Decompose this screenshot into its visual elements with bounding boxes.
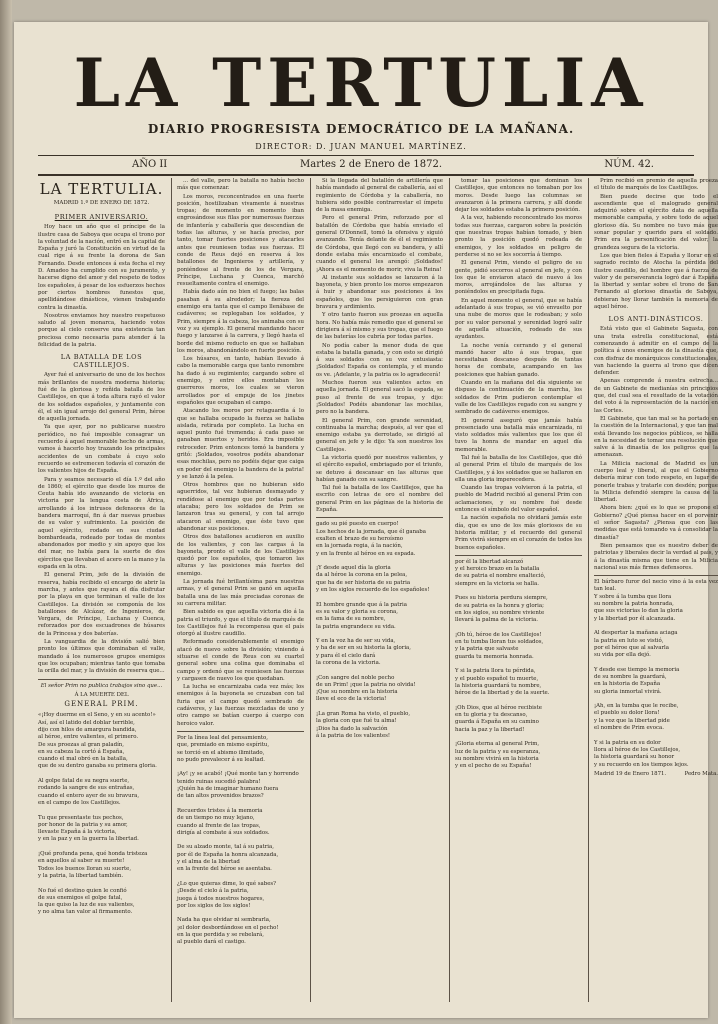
verse-line: Recuerdos tristes á la memoria <box>177 807 263 814</box>
paragraph: Bien pensamos que es nuestro deber de patriotas y liberales decir la verdad al país, y á la dinastía misma que tiene en la Milicia nacional sus más firmes defensores. <box>594 542 718 571</box>
poem <box>316 521 443 740</box>
verse-line: cuando el mal obró en la batalla, <box>38 756 128 763</box>
verse-line: la patria engrandece su vida. <box>316 623 396 630</box>
poem <box>177 735 304 947</box>
verse-line: de sus enemigos el golpe fatal, <box>38 894 123 901</box>
verse-line <box>316 631 443 638</box>
verse-line: juega á todos nuestros hogares, <box>177 895 265 902</box>
verse-line: Y sobre á la tumba que llora <box>594 593 672 600</box>
verse-line: el pueblo su dolor llora! <box>594 710 660 717</box>
paragraph: El general aseguró que jamás había presenciado una batalla más encarnizada, ni visto soldados más valientes que los que él tuvo la honra de mandar en aquel día memorable. <box>455 417 582 453</box>
verse-line: y no alma tan valor al firmamento. <box>38 909 133 916</box>
verse-line: por el héroe que al salvarla <box>594 644 669 651</box>
verse-line: llora al héroe de los Castillejos, <box>594 746 681 753</box>
verse-line: el nombre de Prim evoca. <box>594 725 664 732</box>
verse-line: dijo con hilos de amargura bandida, <box>38 727 137 733</box>
paragraph: Al instante sus soldados se lanzaron á la bayoneta, y bien pronto los moros empezaron á huir y abandonar sus posiciones á los españoles, que los persiguieron con gran bravura y ardimiento. <box>316 274 443 311</box>
paragraph: Los húsares, en tanto, habían llevado á cabo la memorable carga que tanto renombre ha dado á su regimiento; cargando sobre el enemigo, y entre ellos montaban los guerreros moros, los cuales se vieron arrollados por el empuje de los jinetes españoles que ocupaban el campo. <box>177 356 304 406</box>
verse-line: héroe de la libertad y de la suerte. <box>455 690 550 697</box>
paragraph: Ya que ayer, por no publicarse nuestro periódico, no fué imposible consagrar un recuerdo á aquel memorable hecho de armas, vamos á hacerlo hoy trazando los principales accidentes de un combate á cuyo solo recuerdo se estremecen todavía el corazón de los valientes hijos de España. <box>38 424 165 475</box>
verse-line: ¡el dolor desbordándose en el pecho! <box>177 924 279 931</box>
verse-line: Nada ha que olvidar ni sembrarla, <box>177 917 271 924</box>
signature <box>594 771 718 778</box>
article-title: PRIMER ANIVERSARIO. <box>54 213 149 222</box>
verse-line: cuando el entero ayer de su bravura, <box>38 792 140 799</box>
verse-line: ¡Gloria eterna al general Prim, <box>455 741 540 748</box>
paragraph: La Milicia nacional de Madrid es un cuerpo leal y liberal, al que el Gobierno debería mirar con todo respeto, en lugar de ponerle trabas y tratarle con desdén; porque la Milicia defendió siempre la causa de la libertad. <box>594 460 718 504</box>
issue-date: Martes 2 de Enero de 1872. <box>300 159 443 170</box>
paragraph: La noche venía cerrando y el general mandó hacer alto á sus tropas, que necesitaban descanso después de tantas horas de combate, acampando en las posiciones que habían ganado. <box>455 342 582 378</box>
verse-line <box>177 910 304 917</box>
verse-line: la que quiso la luz de sus valientes, <box>38 902 135 909</box>
column-2 <box>177 178 304 1002</box>
column-rule <box>449 178 450 1002</box>
verse-line: ¡Oh Dios, que al héroe recibiste <box>455 704 542 711</box>
verse-line <box>316 594 443 601</box>
paragraph: No podía caber la menor duda de que estaba la batalla ganada, y con esto se dirigió á sus soldados con su voz entusiasta: ¡Soldados! España os contempla, y el mundo os ve. ¡Adelante, y la patria os lo agradecerá! <box>316 342 443 378</box>
verse-line <box>594 732 718 739</box>
verse-line: Y si la patria en su dolor <box>594 739 661 746</box>
paragraph: ... del valle, pero la batalla no había hecho más que comenzar. <box>177 178 304 192</box>
paragraph: tomar las posiciones que dominan los Castillejos, que entonces no tomaban por los moros. Desde luego las columnas se avanzaron á la primera carrera, y allí donde dejar los soldados estaba la primera posición. <box>455 178 582 214</box>
verse-line: la corona de la victoria. <box>316 660 381 666</box>
verse-line: en la frente del héroe se asentaba. <box>177 866 272 873</box>
verse-line: y ha de ser en su historia la gloria, <box>316 645 411 652</box>
verse-line: dirigía al combate á sus soldados. <box>177 829 270 836</box>
verse-line: guarda á España en su camino <box>455 719 539 726</box>
article-title: LOS ANTI-DINÁSTICOS. <box>608 315 704 324</box>
verse-line: Y en la voz ha de ser su vida, <box>316 638 396 645</box>
paragraph: La vanguardia de la división salió bien pronto los últimos que dominaban el valle, mandado á los numerosos grupos enemigos que los ocupaban; mientras tanto que tomaba la orilla del mar, y la división de reserva que... <box>38 639 165 675</box>
verse-line: de un tiempo no muy lejano, <box>177 815 255 822</box>
info-bar <box>38 156 694 173</box>
verse-line <box>455 588 582 595</box>
verse-line: que sus victorias lo dan la gloria <box>594 608 683 615</box>
poem-title: GENERAL PRIM. <box>64 700 139 709</box>
verse-line: por honor de la patria y su amor, <box>38 821 128 828</box>
verse-line: de tan altos provenidos brazos? <box>177 793 264 800</box>
column-rule <box>171 178 172 1002</box>
verse-line <box>177 874 304 881</box>
verse-line: y en el pecho de su España! <box>455 763 532 770</box>
verse-line: y la libertad por él alcanzada. <box>594 615 676 622</box>
paragraph: Hoy hace un año que el príncipe de la ilustre casa de Saboya que ocupa el trono por la voluntad de la nación, entró en la capital de España y juró la Constitución en virtud de la cual rige á su frente la dorona de San Fernando. Desde entonces á esta fecha el rey D. Amadeo ha cumplido con su juramento, y hacerse digno del amor y del respeto de todos los españoles, á pesar de los esfuerzos hechos por ciertos hombres funestos que, apellidándose dinásticos, vienen trabajando contra la dinastía. <box>38 224 165 311</box>
verse-line: y la patria, la libertad también. <box>38 872 124 879</box>
verse-line: la historia guardará tu nombre, <box>455 682 542 689</box>
verse-line: y en los siglos recuerdo de los españoles! <box>316 587 430 594</box>
verse-line: ¡Dios ha dado la salvación <box>316 725 388 732</box>
verse-line <box>455 734 582 741</box>
section-heading: LA TERTULIA. <box>39 180 164 198</box>
masthead-subtitle: DIARIO PROGRESISTA DEMOCRÁTICO DE LA MAÑANA. <box>147 122 575 136</box>
verse-line: exalten el brazo de su heroísmo <box>316 535 404 542</box>
verse-line: y el alma de la libertad <box>177 859 240 866</box>
divider <box>38 174 694 176</box>
verse-line: en la historia de España <box>594 681 661 688</box>
verse-line: en la que perdida y se rebelará, <box>177 931 264 938</box>
paragraph: Pero el general Prim, reforzado por el batallón de Córdoba que había enviado el general O'Donnell, tomó la ofensiva y siguió avanzando. Tenía delante de él el regimiento de Córdoba, que llegó con su bandera, y allí donde estaba más encarnizado el combate, cuando el general les arengó: ¡Soldados! ¡Ahora es el momento de morir, viva la Reina! <box>316 215 443 273</box>
masthead-director: DIRECTOR: D. JUAN MANUEL MARTÍNEZ. <box>255 142 467 151</box>
paragraph: Bien puede decirse que todo el ascendiente que el malogrado general adquirió sobre el ejército data de aquella memorable campaña, y sobre todo de aquel glorioso día. Su nombre no tuvo más que sonar popular y querido para el soldado. Prim era la personificación del valor; la grandeza segura de la victoria. <box>594 193 718 251</box>
verse-line: la gloria con que fué tu alma! <box>316 718 397 725</box>
issue-year: AÑO II <box>132 159 168 170</box>
verse-line: su nombre vivirá en la historia <box>455 755 539 762</box>
column-rule <box>588 178 589 1002</box>
verse-line: Tu que presentaste tus pechos, <box>38 814 124 821</box>
paragraph: El Gabinete, que tan mal se ha portado en la cuestión de la Internacional, y que tan mal está llevando los negocios públicos, se halla en la necesidad de tomar una resolución que salve á la dinastía de los peligros que la amenazan. <box>594 415 718 459</box>
paragraph: Si la llegada del batallón de artillería que había mandado al general de caballería, así el regimiento de Córdoba y la caballería, no hubiera sido posible contrarrestar el ímpetu de la masa enemiga. <box>316 178 443 214</box>
verse-line <box>594 659 718 666</box>
verse-line: De su alzado monte, tal á su patria, <box>177 844 274 851</box>
poem-dedication: Á LA MUERTE DEL <box>74 691 129 698</box>
paragraph: Reformado considerablemente el enemigo atacó de nuevo sobre la división; viniendo á situarse el conde de Reus con su cuartel general sobre una colina que dominaba el campo y ordenó que se reuniesen las fuerzas y cargasen de nuevo los que quedaban. <box>177 639 304 682</box>
paragraph: Apenas comprende á nuestra estrecha... de un Gabinete de medianías sin principios que, del cual sea el resultado de la votación del voto á la representación de la nación en las Cortes. <box>594 378 718 414</box>
divider <box>177 731 304 732</box>
verse-line: y el pueblo español tu muerte, <box>455 675 539 682</box>
verse-line: y en la paz y en la guerra la libertad. <box>38 836 139 843</box>
issue-number: NÚM. 42. <box>604 159 654 170</box>
note: El señor Prim no publica trabajos sino que... <box>40 682 163 689</box>
verse-line: llevaste España á la victoria, <box>38 829 117 836</box>
verse-line: en los siglos, su nombre viviente <box>455 609 545 616</box>
verse-line: que ha de ser historia de su patria <box>316 579 411 586</box>
paragraph: Atacando los moros por retaguardia á lo que se hallaba ocupado la fuerza se hallaba aislada, retirada por completo. La lucha en aquel punto fué tremenda; á cada paso se ganaban muertos y heridos. Era imposible retroceder. Prim entonces tomó la bandera y gritó: ¡Soldados, vosotros podéis abandonar esas mochilas, pero no podéis dejar que caiga en poder del enemigo la bandera de la patria! y se lanzó á la pelea. <box>177 408 304 480</box>
verse-line: no pudo prevalecer á su lealtad. <box>177 756 265 763</box>
verse-line: ¡Oh tú, héroe de los Castillejos! <box>455 631 542 638</box>
verse-line: en tu gloria y tu descanso, <box>455 712 528 719</box>
verse-line: por él la libertad alcanzó <box>455 558 524 565</box>
paragraph: Cuando las tropas volvieron á la patria, el pueblo de Madrid recibió al general Prim con aclamaciones, y su nombre fué desde entonces el símbolo del valor español. <box>455 485 582 514</box>
verse-line: da al héroe la corona en la pelea, <box>316 572 408 579</box>
verse-line <box>316 667 443 674</box>
divider <box>455 555 582 556</box>
verse-line: ¡Desde el cielo á la patria, <box>177 888 249 895</box>
column-3 <box>316 178 443 1002</box>
verse-line: su vida por ella dejó. <box>594 652 651 659</box>
verse-line: Y si la patria llora tu pérdida, <box>455 668 536 675</box>
verse-line: De sus proezas al gran paladín, <box>38 741 124 748</box>
verse-line: lleve el eco de la victoria! <box>316 696 387 703</box>
verse-line: gado su pié puesto en cuerpo! <box>316 521 399 528</box>
paragraph: Muchos fueron sus valientes actos en aquella jornada. El general sacó la espada, se puso al frente de sus tropas, y dijo: ¡Soldados! Podéis abandonar las mochilas, pero no la bandera. <box>316 380 443 416</box>
paragraph: En aquel momento el general, que se había adelantado á sus tropas, se vió envuelto por una nube de moros que le rodeaban; y solo por su valor personal y serenidad logró salir de aquella situación, rodeado de sus ayudantes. <box>455 297 582 341</box>
paragraph: Tal fué la batalla de los Castillejos, que dió al general Prim el título de marqués de los Castillejos, y á los soldados que se hallaron en ella una gloria imperecedera. <box>455 454 582 483</box>
verse-line: guarda tu memoria honrada. <box>455 653 534 660</box>
column-5 <box>594 178 718 1002</box>
verse-line <box>594 696 718 703</box>
verse-line: ¡Con sangre del noble pecho <box>316 674 395 681</box>
paragraph: Bien sabido es que aquella victoria dio á la patria el triunfo, y que el título de marqués de los Castillejos fué la recompensa que el país otorgó al ilustre caudillo. <box>177 609 304 638</box>
verse-line: ¡Quién ha de imaginar humano fuera <box>177 786 279 793</box>
verse-line: No fué el destino quien le confió <box>38 887 127 894</box>
book-binding <box>0 0 12 1024</box>
verse-line: ¿Lo que quieras dime, lo qué sabes? <box>177 880 277 887</box>
verse-line: Todos los buenos lloran su suerte, <box>38 865 132 872</box>
divider <box>594 575 718 576</box>
dateline: MADRID 1.º DE ENERO DE 1872. <box>53 200 150 206</box>
verse-line: y la voz que la libertad pide <box>594 717 670 724</box>
paragraph: Ayer fué el aniversario de uno de los hechos más brillantes de nuestra moderna historia; fué de la gloriosa y reñida batalla de los Castillejos, en que á toda altura rayó el valor de los soldados españoles, y juntamente con él, el sin igual arrojo del general Prim, héroe de aquella jornada. <box>38 372 165 423</box>
verse-line: en aquellos al saber su muerte! <box>38 858 125 865</box>
verse-line: Y desde ese tiempo la memoria <box>594 666 680 673</box>
verse-line: de su nombre la guardará, <box>594 674 667 680</box>
divider <box>38 679 165 680</box>
verse-line: ¡Y desde aquel día la gloria <box>316 565 391 572</box>
poem <box>455 559 582 771</box>
verse-line <box>38 844 165 851</box>
masthead-title: LA TERTULIA <box>73 44 649 122</box>
paragraph: Está visto que el Gabinete Sagasta, con una trata estrella constitucional, está comenzando á admitir en el campo de la política á unos enemigos de la dinastía que, con disfraz de monárquicos constitucionales, van haciendo la guerra al trono que dicen defender. <box>594 326 718 377</box>
paragraph: Para y seamos necesario el día 1.º del año de 1860; el ejército que desde los muros de Ceuta había ido avanzando de victoria en victoria por la lengua costa de África, arrollando á los intrusos defensores de la bandera marroquí, fin á dar nuevas pruebas de su valor y sufrimiento. La posición de aquel ejército, rodado en sus ciudad bombardeada, rodeado por todas de montes abandonados por medio y sin apoyo que los del mar, no había para la suerte de dos ejércitos que llevaban el acero en la mano y la espada en la otra. <box>38 476 165 571</box>
verse-line: en la jornada regia, á la nación, <box>316 543 403 550</box>
verse-line <box>316 704 443 711</box>
paragraph: Nosotros enviamos hoy nuestro respetuoso saludo al joven monarca, haciendo votos porque al cielo conserve una existencia tan preciosa como necesaria para atender á la felicidad de la patria. <box>38 312 165 349</box>
verse-line: llevará la palma de la victoria. <box>455 617 538 624</box>
verse-line: Al despertar la mañana aciaga <box>594 630 678 637</box>
verse-line: El bárbaro furor del necio vino á la esta vez tan leal. <box>594 579 718 593</box>
paragraph: Cuando en la mañana del día siguiente se dispuso la continuación de la marcha, los soldados de Prim pudieron contemplar el valle de los Castillejos regado con su sangre y sembrado de cadáveres enemigos. <box>455 380 582 416</box>
verse-line: la historia guardará su honor <box>594 754 675 761</box>
verse-line: ¡La gran Roma ha visto, el pueblo, <box>316 711 411 718</box>
newspaper-page <box>14 22 718 1018</box>
verse-line: por los siglos de los siglos! <box>177 902 251 909</box>
verse-line: y el heroico brazo en la batalla <box>455 566 540 573</box>
verse-line <box>38 807 165 814</box>
verse-line <box>177 801 304 808</box>
verse-line: y su recuerdo en los tiempos lejos. <box>594 761 689 768</box>
verse-line: de su patria es la honra y gloria; <box>455 602 544 609</box>
verse-line <box>38 771 165 778</box>
verse-line <box>38 880 165 887</box>
verse-line: ¡Ah, en la tumba que le recibe, <box>594 703 679 710</box>
verse-line: hacia la paz y la libertad! <box>455 726 525 733</box>
verse-line: ¡Ay! ¡y se acabó! ¡Qué monte tan y horrendo <box>177 771 299 778</box>
article-title: LA BATALLA DE LOS CASTILLEJOS. <box>60 353 143 370</box>
verse-line: Al golpe fatal de su negra suerte, <box>38 778 130 785</box>
paragraph: Tal fué la batalla de los Castillejos, que ha escrito con letras de oro el nombre del general Prim en las páginas de la historia de España. <box>316 485 443 514</box>
paragraph: Ahora bien: ¿qué es lo que se propone el Gobierno? ¿Qué piensa hacer en el porvenir el señor Sagasta? ¿Piensa que con las medidas que está tomando va á consolidar la dinastía? <box>594 505 718 541</box>
verse-line: que de su dentro ganaba su primera gloria. <box>38 763 157 770</box>
column-4 <box>455 178 582 1002</box>
verse-line: en la fama de su nombre, <box>316 616 386 623</box>
verse-line: «¡Hoy duerme en el Seno, y en su acento!» <box>38 712 156 719</box>
verse-line: y en la frente al héroe en su espada. <box>316 550 416 557</box>
paragraph: Los que bien fieles á España y llorar en el sagrado recinto de Atocha la pérdida del ilustre caudillo, del hombre que á fuerza de valor y de perseverancia logró dar á España la libertad y sentar sobre el trono de San Fernando al glorioso dinastía de Saboya, debieran hoy llorar también la memoria de aquel héroe. <box>594 252 718 311</box>
paragraph: La lucha se encarnizaba cada vez más; los enemigos á la bayoneta se cruzaban con tal furia que el campo quedó sembrado de cadáveres, y las fuerzas mezcladas de uno y otro campo se batían cuerpo á cuerpo con heroico valor. <box>177 684 304 727</box>
paragraph: La nación española no olvidará jamás este día, que es uno de los más gloriosos de su historia militar, y el recuerdo del general Prim vivirá siempre en el corazón de todos los buenos españoles. <box>455 515 582 551</box>
verse-line: ¡Qué profunda pena, qué honda tristeza <box>38 851 148 858</box>
verse-line: Los hechos de la jornada, que él ganaba <box>316 528 426 535</box>
verse-line: rodando la sangre de sus entrañas, <box>38 785 135 792</box>
poem <box>594 579 718 769</box>
verse-line: su gloria inmortal vivirá. <box>594 688 662 695</box>
signature-name: Pedro Mata. <box>684 770 718 777</box>
paragraph: Los moros, reconcentrados en una fuerte posición, hostilizaban vivamente á nuestras tropas; de momento en momento iban engrosándose sus filas por numerosas fuerzas de infantería y caballería que descendían de todas las alturas, y se hacía preciso, por tanto, tomar fuertes posiciones y atacarles antes que reuniesen todas sus fuerzas. El conde de Reus dejó en reserva á los batallones de Ingenieros y artillería, y poniéndose al frente de los de Vergara, Príncipe, Luchana y Cuenca, marchó resueltamente contra el enemigo. <box>177 193 304 288</box>
verse-line: al héroe, entre valientes, el primero. <box>38 734 139 741</box>
poem <box>38 712 165 916</box>
column-rule <box>310 178 311 1002</box>
paragraph: Y otro tanto fueron sus proezas en aquella hora. No había más remedio que el general se dirigiera á sí mismo y sus tropas, que el fuego de las baterías los cubría por todas partes. <box>316 312 443 341</box>
verse-line: que, premiado en mismo espíritu, <box>177 742 270 749</box>
paragraph: Había dado aún no bien el fuego; las balas pasaban á su alrededor; la fiereza del enemigo era tanta que el campo llenábase de cadáveres; se replegaban los soldados, y Prim, siempre á la cabeza, los animaba con su voz y su ejemplo. El general mandando hacer fuego y lanzarse á la carrera, y llegó hasta el borde del mismo reducto en que se hallaban los moros, abandonándolo en fuerte posición. <box>177 289 304 354</box>
verse-line: de su patria el nombre enalteció, <box>455 573 546 580</box>
paragraph: Prim recibió en premio de aquella proeza el título de marqués de los Castillejos. <box>594 178 718 192</box>
paragraph: El general Prim, jefe de la división de reserva, había recibido el encargo de abrir la marcha, y antes que rayara el día disfrutar por la playa en que terminan el valle de los Castillejos. La división se componía de los batallones de Alcázar, de Ingenieros, de Vergara, de Príncipe, Luchana y Cuenca, reforzados por dos escuadrones de húsares de la Princesa y dos baterías. <box>38 572 165 637</box>
verse-line: en tu tumba lloran tus soldados, <box>455 639 544 646</box>
verse-line: Pues su historia perdura siempre, <box>455 595 548 602</box>
verse-line: ¡Que su nombre en la historia <box>316 689 398 696</box>
verse-line: cuando al frente de las tropas, <box>177 822 261 829</box>
verse-line: en el campo de los Castillejos. <box>38 799 121 806</box>
paragraph: La jornada fué brillantísima para nuestras armas, y el general Prim se ganó en aquella batalla una de las más preciadas coronas de su carrera militar. <box>177 579 304 607</box>
verse-line: por él de España la honra alcanzada, <box>177 851 279 858</box>
paragraph: El general Prim, con grande serenidad, continuaba la marcha; después, al ver que el enemigo estaba ya derrotado, se dirigió al general en jefe y le dijo: Ya son nuestros los Castillejos. <box>316 417 443 453</box>
verse-line: y la patria que salvaste <box>455 646 519 653</box>
verse-line: Por la línea leal del pensamiento, <box>177 734 268 741</box>
paragraph: La victoria quedó por nuestros valientes, y el ejército español, embriagado por el triunfo, se detuvo á descansar en las alturas que habían ganado con su sangre. <box>316 454 443 483</box>
verse-line <box>455 697 582 704</box>
verse-line: se torció en el abismo ilimitado, <box>177 749 265 756</box>
verse-line: la patria en luto se vistió, <box>594 637 664 644</box>
verse-line: en su cabeza la cortó á España, <box>38 748 125 755</box>
verse-line: Así, así el latido del doblar terrible, <box>38 719 135 726</box>
paragraph: El general Prim, viendo el peligro de su gente, pidió socorros al general en jefe, y con los que le enviaron atacó de nuevo á los moros, arrojándolos de las alturas y poniéndolos en precipitada fuga. <box>455 260 582 296</box>
verse-line: es su valor y gloria su corona, <box>316 608 398 615</box>
verse-line: tenido ruinas sucedió palabra! <box>177 778 261 785</box>
verse-line: siempre en la victoria se halla. <box>455 580 539 587</box>
verse-line: El hombre grande que á la patria <box>316 601 407 608</box>
paragraph: Otros hombres que no hubieran sido aguerridos, tal vez hubieran desmayado y rendídose al enemigo que por todas partes atacaba; pero los soldados de Prim se lanzaron tras su general, y con tal arrojo atacaron al enemigo, que éste tuvo que abandonar sus posiciones. <box>177 482 304 532</box>
signature-place: Madrid 19 de Enero 1871. <box>594 770 667 777</box>
column-1 <box>38 178 165 1002</box>
verse-line: al pueblo dará el castigo. <box>177 939 246 946</box>
verse-line: de un Prim! ¡que la patria no olvida! <box>316 681 416 688</box>
verse-line: y para él el cielo dará <box>316 652 376 659</box>
divider <box>316 517 443 518</box>
verse-line: su nombre la patria honrada, <box>594 601 674 608</box>
paragraph: A la vez, habiendo reconcentrado los moros todas sus fuerzas, cargaron sobre la posición que nuestras tropas habían tomado, y bien pronto la posición quedó rodeada de enemigos, y los soldados en peligro de perderse si no se les socorría á tiempo. <box>455 215 582 258</box>
verse-line: luz de la patria y su esperanza, <box>455 748 541 755</box>
columns <box>38 178 718 1002</box>
paragraph: Otros dos batallones acudieron en auxilio de los valientes, y con las cargas á la bayoneta, pronto el valle de los Castillejos quedó por los españoles, que tomaron las alturas y las posiciones más fuertes del enemigo. <box>177 534 304 577</box>
verse-line: á la patria de los valientes! <box>316 732 391 739</box>
verse-line <box>455 625 582 632</box>
